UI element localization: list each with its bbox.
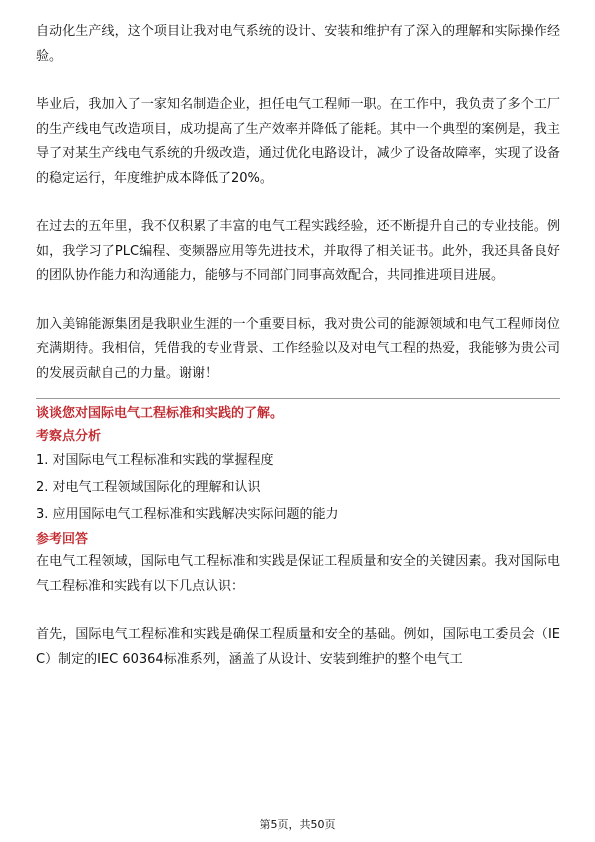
intro-paragraph-3: 在过去的五年里，我不仅积累了丰富的电气工程实践经验，还不断提升自己的专业技能。例如，我学习了PLC编程、变频器应用等先进技术，并取得了相关证书。此外，我还具备良好的团队协作能力和沟通能力，能够与不同部门同事高效配合，共同推进项目进展。 xyxy=(36,219,560,283)
page-number-label: 第5页，共50页 xyxy=(259,818,336,831)
analysis-point: 1. 对国际电气工程标准和实践的掌握程度 xyxy=(36,453,274,468)
paragraph-gap xyxy=(36,69,560,93)
intro-paragraph-1: 自动化生产线，这个项目让我对电气系统的设计、安装和维护有了深入的理解和实际操作经验。 xyxy=(36,24,560,64)
answer-paragraph-1: 在电气工程领域，国际电气工程标准和实践是保证工程质量和安全的关键因素。我对国际电气工程标准和实践有以下几点认识： xyxy=(36,554,560,594)
section-divider xyxy=(36,398,560,399)
answer-paragraph-2: 首先，国际电气工程标准和实践是确保工程质量和安全的基础。例如，国际电工委员会（IEC）制定的IEC 60364标准系列，涵盖了从设计、安装到维护的整个电气工 xyxy=(36,627,560,667)
analysis-point: 3. 应用国际电气工程标准和实践解决实际问题的能力 xyxy=(36,507,339,522)
paragraph-gap xyxy=(36,289,560,313)
paragraph-gap xyxy=(36,191,560,215)
analysis-point-list xyxy=(36,447,560,528)
analysis-heading: 考察点分析 xyxy=(36,429,102,444)
analysis-point: 2. 对电气工程领域国际化的理解和认识 xyxy=(36,480,261,495)
page-footer xyxy=(0,816,595,832)
answer-heading: 参考回答 xyxy=(36,532,89,547)
paragraph-gap xyxy=(36,599,560,623)
page-content xyxy=(36,20,560,672)
intro-paragraph-2: 毕业后，我加入了一家知名制造企业，担任电气工程师一职。在工作中，我负责了多个工厂的生产线电气改造项目，成功提高了生产效率并降低了能耗。其中一个典型的案例是，我主导了对某生产线电气系统的升级改造，通过优化电路设计，减少了设备故障率，实现了设备的稳定运行，年度维护成本降低了20%。 xyxy=(36,97,560,186)
interview-question: 谈谈您对国际电气工程标准和实践的了解。 xyxy=(36,406,284,421)
intro-paragraph-4: 加入美锦能源集团是我职业生涯的一个重要目标，我对贵公司的能源领域和电气工程师岗位充满期待。我相信，凭借我的专业背景、工作经验以及对电气工程的热爱，我能够为贵公司的发展贡献自己的力量。谢谢！ xyxy=(36,316,560,381)
